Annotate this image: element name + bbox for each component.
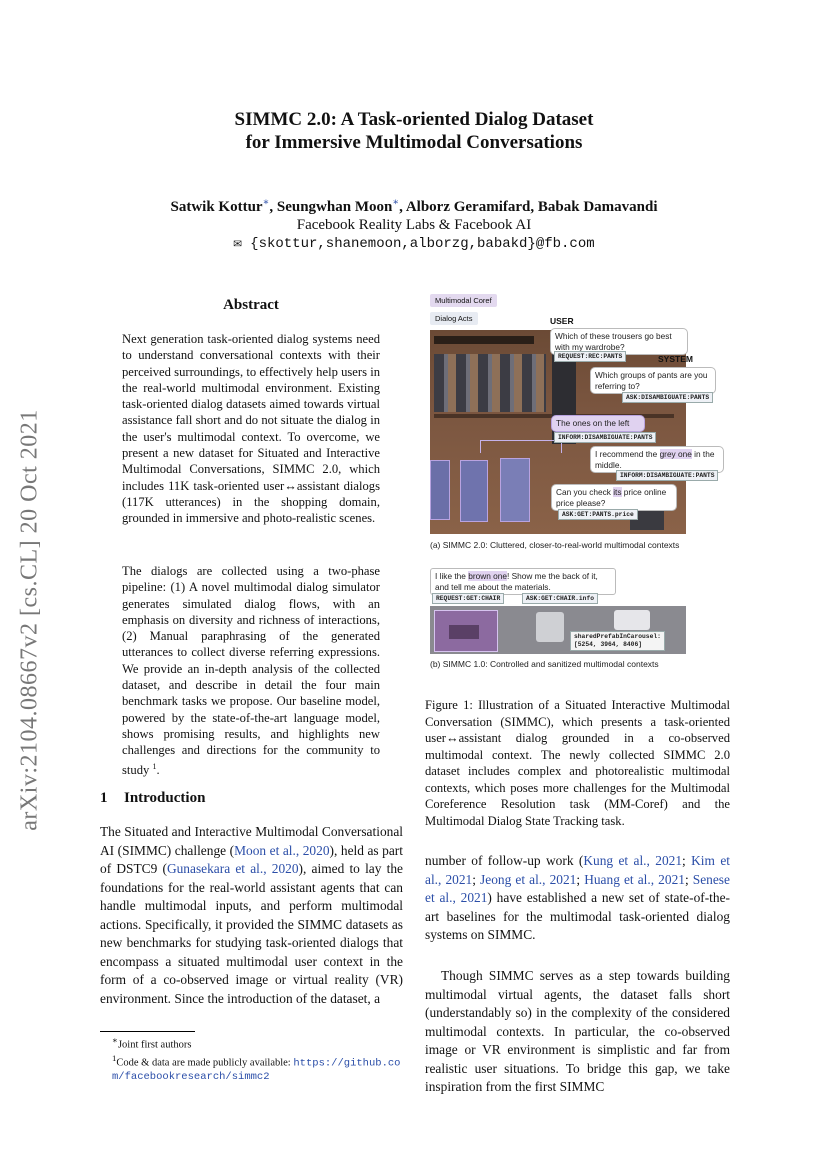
legend-dialog-acts: Dialog Acts <box>430 312 478 325</box>
citation-link[interactable]: Moon et al., 2020 <box>234 842 330 858</box>
intro-paragraph-right-1: number of follow-up work (Kung et al., 2021; Kim et al., 2021; Jeong et al., 2021; Huang et al., 2021; Senese et al., 2021) have established a new set of state-of-the-art baselines for the multimodal task-oriented dialog systems on SIMMC. <box>425 853 730 942</box>
chair-coref-box <box>434 610 498 652</box>
citation-link[interactable]: Huang et al., 2021 <box>584 871 685 887</box>
arxiv-identifier: arXiv:2104.08667v2 [cs.CL] 20 Oct 2021 <box>16 409 43 831</box>
dialog-act-tag: INFORM:DISAMBIGUATE:PANTS <box>554 432 656 443</box>
footnote-ref[interactable]: 1 <box>152 761 157 771</box>
coref-span: grey one <box>659 449 692 459</box>
coref-span: its <box>613 487 622 497</box>
dialog-act-tag: REQUEST:REC:PANTS <box>554 351 626 362</box>
subfigure-b-caption: (b) SIMMC 1.0: Controlled and sanitized multimodal contexts <box>430 659 659 669</box>
system-utterance-2: I recommend the grey one in the middle. <box>590 446 724 473</box>
user-label: USER <box>550 316 574 326</box>
paper-title <box>0 108 828 154</box>
author-1: Satwik Kottur <box>170 199 263 215</box>
affiliation: Facebook Reality Labs & Facebook AI <box>296 217 532 233</box>
footnote-divider <box>100 1031 195 1032</box>
dialog-act-tag: INFORM:DISAMBIGUATE:PANTS <box>616 470 718 481</box>
pants-coref-box <box>460 460 488 522</box>
group-coref-outline <box>480 440 562 453</box>
user-utterance-1: Which of these trousers go best with my wardrobe? <box>550 328 688 355</box>
figure-1 <box>430 294 715 674</box>
equal-contrib-mark: ∗ <box>262 197 270 208</box>
arxiv-sidebar <box>6 360 54 880</box>
abstract-heading: Abstract <box>223 297 279 313</box>
footnote-joint: ∗Joint first authors <box>112 1035 192 1051</box>
author-email[interactable]: ✉ {skottur,shanemoon,alborzg,babakd}@fb.com <box>233 236 595 252</box>
chair-model <box>536 612 564 642</box>
shelf-items <box>434 336 534 344</box>
title-line-2: for Immersive Multimodal Conversations <box>245 132 583 153</box>
title-line-1: SIMMC 2.0: A Task-oriented Dialog Dataset <box>234 109 594 130</box>
github-link[interactable]: https://github.com/facebookresearch/simmc2 <box>112 1057 401 1083</box>
user-utterance-2: The ones on the left <box>551 415 645 432</box>
equal-contrib-mark: ∗ <box>392 197 400 208</box>
coref-span: brown one <box>468 571 507 581</box>
footnote-code: $^1$Code & data are made publicly available: https://github.com/facebookresearch/simmc2 <box>112 1052 401 1083</box>
citation-link[interactable]: Senese et al., 2021 <box>425 871 730 905</box>
legend-coref: Multimodal Coref <box>430 294 497 307</box>
figure-caption: Figure 1: Illustration of a Situated Interactive Multimodal Conversation (SIMMC), which presents a task-oriented user↔assistant dialog grounded in a co-observed multimodal context. The newly collected SIMMC 2.0 dataset includes complex and photorealistic multimodal contexts, which poses more challenges for the Multimodal Coreference Resolution task (MM-Coref) and the Multimodal Dialog State Tracking task. <box>425 698 730 828</box>
footnotes <box>100 1034 410 1084</box>
author-4: Babak Damavandi <box>537 199 658 215</box>
user-utterance-3: Can you check its price online price please? <box>551 484 677 511</box>
pants-coref-box <box>430 460 450 520</box>
author-list: Satwik Kottur∗, Seungwhan Moon∗, Alborz Geramifard, Babak Damavandi <box>170 197 658 215</box>
section-heading <box>100 790 205 807</box>
author-3: Alborz Geramifard <box>405 199 531 215</box>
intro-paragraph-right-2: Though SIMMC serves as a step towards building multimodal virtual agents, the dataset falls short (understandably so) in the complexity of the considered multimodal contexts. In particular, the co-observed image or VR environment is simplistic and far from realistic user situations. To bridge this gap, we take inspiration from the first SIMMC <box>425 968 730 1094</box>
section-number: 1 <box>100 790 108 806</box>
system-label: SYSTEM <box>658 354 693 364</box>
section-title: Introduction <box>124 790 206 806</box>
pants-coref-box <box>500 458 530 522</box>
dialog-act-tag: ASK:DISAMBIGUATE:PANTS <box>622 392 713 403</box>
abstract-paragraph-1: Next generation task-oriented dialog systems need to understand conversational contexts with their perceived surroundings, to effectively help users in the real-world multimodal environment. Existing task-oriented dialog datasets aimed towards virtual assistance fall short and do not situate the dialog in the user's multimodal context. To overcome, we present a new dataset for Situated and Interactive Multimodal Conversations, SIMMC 2.0, which includes 11K task-oriented user↔assistant dialogs (117K utterances) in the shopping domain, grounded in immersive and photo-realistic scenes. <box>122 332 380 526</box>
chair-model <box>614 610 650 630</box>
furniture-carousel-image <box>430 606 686 654</box>
carousel-state-tag: sharedPrefabInCarousel: [5254, 3964, 8406] <box>570 631 665 651</box>
dialog-act-tag: ASK:GET:CHAIR.info <box>522 593 598 604</box>
hanging-clothes <box>434 354 546 412</box>
system-utterance-1: Which groups of pants are you referring to? <box>590 367 716 394</box>
simmc1-user-utterance: I like the brown one! Show me the back of it, and tell me about the materials. <box>430 568 616 595</box>
intro-paragraph-left: The Situated and Interactive Multimodal Conversational AI (SIMMC) challenge (Moon et al., 2020), held as part of DSTC9 (Gunasekara et al., 2020), aimed to lay the foundations for the real-world assistant agents that can handle multimodal inputs, and perform multimodal actions. Specifically, it provided the SIMMC datasets as new benchmarks for studying task-oriented dialogs that encompass a situated multimodal user context in the form of a co-observed image or virtual reality (VR) environment. Since the introduction of the dataset, a <box>100 824 403 1006</box>
citation-link[interactable]: Kung et al., 2021 <box>583 853 683 868</box>
dialog-act-tag: ASK:GET:PANTS.price <box>558 509 638 520</box>
abstract-paragraph-2: The dialogs are collected using a two-phase pipeline: (1) A novel multimodal dialog simulator generates simulated dialog flows, with an emphasis on diversity and richness of interactions, (2) Manual paraphrasing of the generated utterances to collect diverse referring expressions. We provide an in-depth analysis of the collected dataset, and describe in detail the four main benchmark tasks we propose. Our baseline model, powered by the state-of-the-art language model, shows promising results, and highlights new challenges and directions for the community to study $^1$. <box>122 564 380 777</box>
citation-link[interactable]: Gunasekara et al., 2020 <box>166 861 299 876</box>
author-2: Seungwhan Moon <box>276 199 393 215</box>
dialog-act-tag: REQUEST:GET:CHAIR <box>432 593 504 604</box>
subfigure-a-caption: (a) SIMMC 2.0: Cluttered, closer-to-real-world multimodal contexts <box>430 540 680 550</box>
citation-link[interactable]: Jeong et al., 2021 <box>480 871 577 887</box>
citation-link[interactable]: Kim et al., 2021 <box>425 853 730 887</box>
